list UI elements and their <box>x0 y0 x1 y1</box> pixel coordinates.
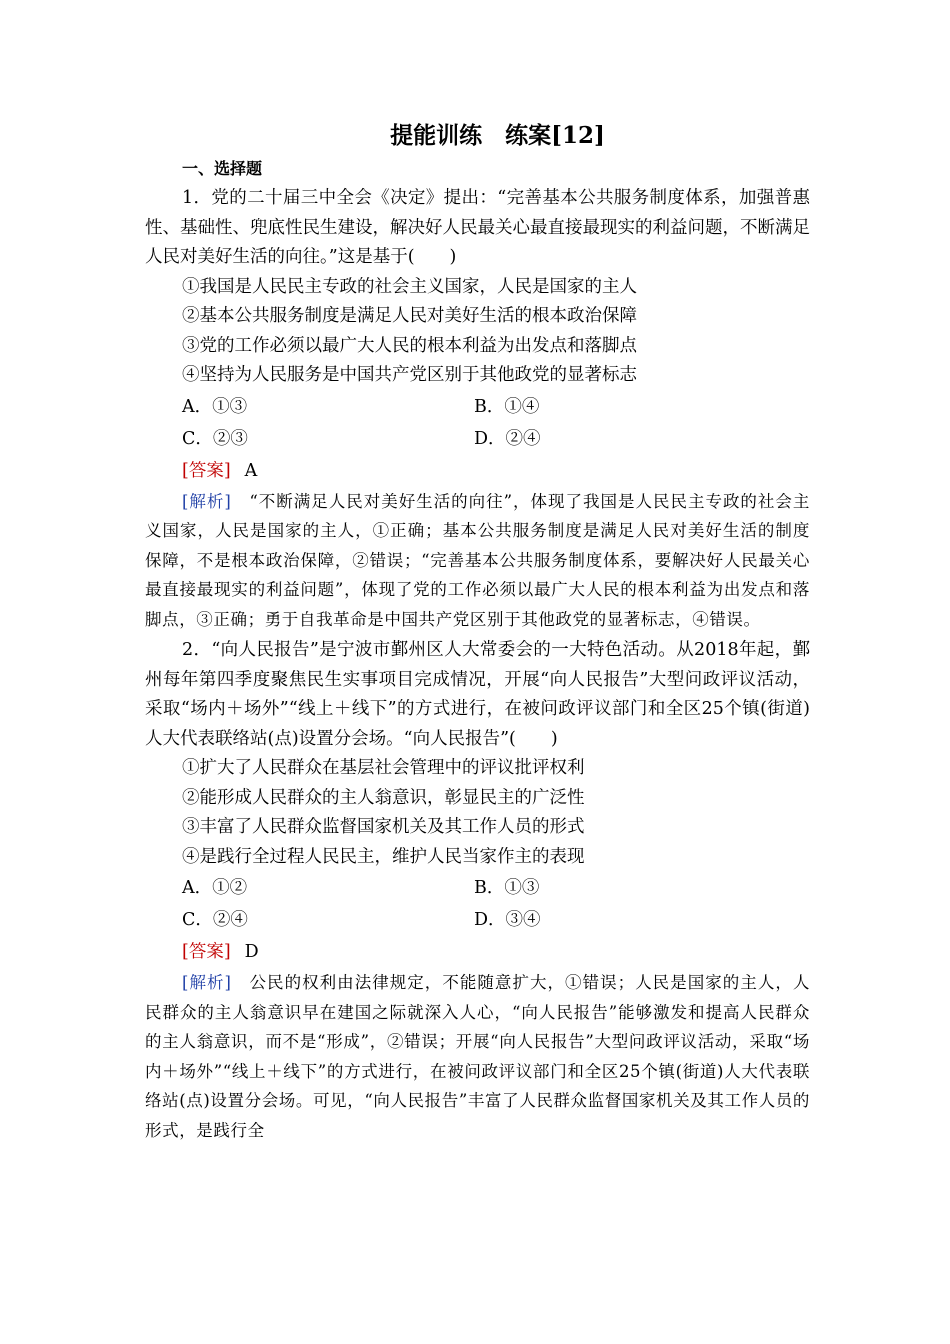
statement-item: ③丰富了人民群众监督国家机关及其工作人员的形式 <box>182 817 585 837</box>
question-2 <box>145 636 810 1145</box>
statement-item: ④坚持为人民服务是中国共产党区别于其他政党的显著标志 <box>182 365 637 385</box>
question-stem: 1．党的二十届三中全会《决定》提出：“完善基本公共服务制度体系，加强普惠性、基础性、兜底性民生建设，解决好人民最关心最直接最现实的利益问题，不断满足人民对美好生活的向往。”这是基于( ) <box>145 188 810 267</box>
section-heading: 一、选择题 <box>182 159 263 178</box>
statement-item: ③党的工作必须以最广大人民的根本利益为出发点和落脚点 <box>182 335 637 356</box>
options-row <box>145 872 810 904</box>
analysis-paragraph <box>145 968 810 1145</box>
answer-line <box>145 936 810 968</box>
statement-item: ②基本公共服务制度是满足人民对美好生活的根本政治保障 <box>182 306 637 326</box>
analysis-text: 公民的权利由法律规定，不能随意扩大，①错误；人民是国家的主人，人民群众的主人翁意识早在建国之际就深入人心，“向人民报告”能够激发和提高人民群众的主人翁意识，而不是“形成”，②错误；开展“向人民报告”大型问政评议活动，采取“场内＋场外”“线上＋线下”的方式进行，在被问政评议部门和全区25个镇(街道)人大代表联络站(点)设置分会场。可见，“向人民报告”丰富了人民群众监督国家机关及其工作人员的形式，是践行全 <box>145 973 810 1140</box>
statement-item: ①扩大了人民群众在基层社会管理中的评议批评权利 <box>182 758 585 778</box>
analysis-paragraph <box>145 487 810 635</box>
question-1 <box>145 184 810 634</box>
option-a: A．①② <box>182 878 248 898</box>
analysis-text: “不断满足人民对美好生活的向往”，体现了我国是人民民主专政的社会主义国家，人民是国家的主人，①正确；基本公共服务制度是满足人民对美好生活的制度保障，不是根本政治保障，②错误；“完善基本公共服务制度体系，要解决好人民最关心最直接最现实的利益问题”，体现了党的工作必须以最广大人民的根本利益为出发点和落脚点，③正确；勇于自我革命是中国共产党区别于其他政党的显著标志，④错误。 <box>145 491 811 629</box>
option-b: B．①③ <box>474 878 540 898</box>
answer-value: D <box>244 942 259 962</box>
options-row <box>145 904 810 936</box>
page-title: 提能训练 练案[12] <box>390 122 605 149</box>
answer-label: [答案] <box>182 460 231 481</box>
options-row <box>145 391 810 423</box>
option-d: D．③④ <box>474 910 541 930</box>
answer-label: [答案] <box>182 942 231 962</box>
statement-item: ④是践行全过程人民民主，维护人民当家作主的表现 <box>182 846 585 867</box>
analysis-label: [解析] <box>182 973 232 992</box>
document-page <box>145 118 810 1145</box>
question-stem: 2．“向人民报告”是宁波市鄞州区人大常委会的一大特色活动。从2018年起，鄞州每年第四季度聚焦民生实事项目完成情况，开展“向人民报告”大型问政评议活动，采取“场内＋场外”“线上＋线下”的方式进行，在被问政评议部门和全区25个镇(街道)人大代表联络站(点)设置分会场。“向人民报告”( ) <box>145 640 810 749</box>
option-d: D．②④ <box>474 428 541 449</box>
option-c: C．②③ <box>182 428 248 449</box>
option-a: A．①③ <box>182 396 248 417</box>
options-row <box>145 423 810 455</box>
analysis-label: [解析] <box>182 491 232 511</box>
answer-value: A <box>244 460 258 481</box>
statement-item: ①我国是人民民主专政的社会主义国家，人民是国家的主人 <box>182 276 637 297</box>
option-c: C．②④ <box>182 910 248 930</box>
option-b: B．①④ <box>474 396 540 417</box>
statement-item: ②能形成人民群众的主人翁意识，彰显民主的广泛性 <box>182 787 585 808</box>
answer-line <box>145 455 810 487</box>
